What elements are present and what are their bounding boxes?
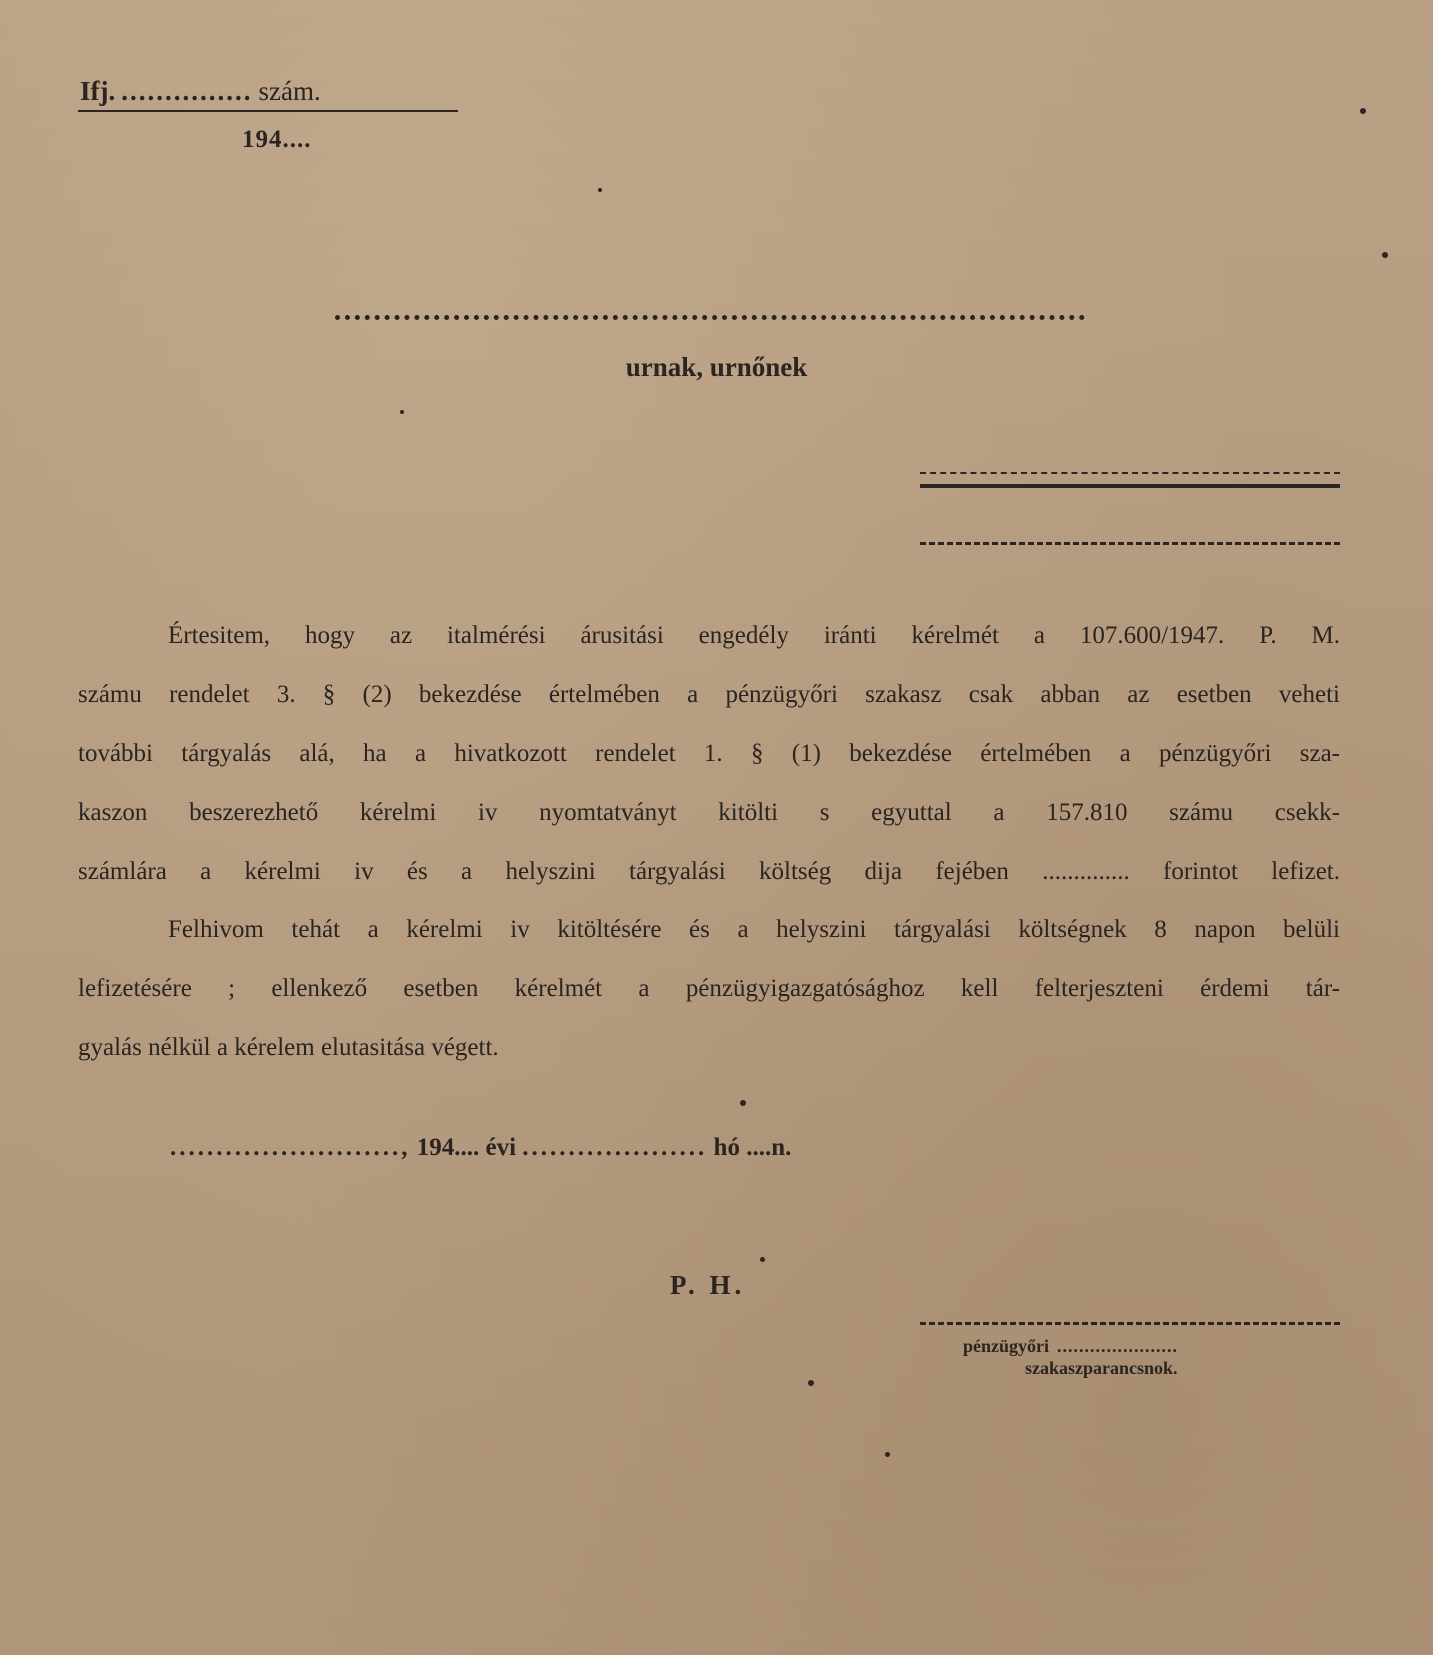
paragraph-line: lefizetésére ; ellenkező esetben kérelmét a pénzügyigazgatósághoz kell felterjeszteni érdemi tár- bbox=[78, 975, 1340, 1002]
header-rule bbox=[78, 110, 458, 112]
paper-speck bbox=[740, 1100, 746, 1106]
date-line bbox=[170, 1135, 791, 1160]
paragraph-line: gyalás nélkül a kérelem elutasitása végett. bbox=[78, 1034, 499, 1061]
paper-speck bbox=[598, 188, 602, 192]
paper-speck bbox=[1382, 252, 1388, 258]
paragraph-line: számu rendelet 3. § (2) bekezdése értelmében a pénzügyőri szakasz csak abban az esetben veheti bbox=[78, 681, 1340, 708]
notice-paragraph-1 bbox=[78, 616, 1340, 911]
paragraph-line: további tárgyalás alá, ha a hivatkozott rendelet 1. § (1) bekezdése értelmében a pénzügyőri sza- bbox=[78, 740, 1340, 767]
notice-paragraph-2 bbox=[78, 910, 1340, 1087]
paper-speck bbox=[1360, 108, 1366, 114]
paper-speck bbox=[760, 1257, 765, 1262]
date-ho: hó bbox=[713, 1134, 740, 1161]
paper-speck bbox=[400, 410, 404, 414]
signature-title-line-2: szakaszparancsnok. bbox=[1025, 1358, 1178, 1378]
header-year: 194.... bbox=[242, 126, 312, 153]
address-solid-rule bbox=[920, 484, 1340, 488]
paragraph-line: Felhivom tehát a kérelmi iv kitöltésére és a helyszini tárgyalási költségnek 8 napon belüli bbox=[168, 916, 1340, 943]
addressee-label-text: urnak, urnőnek bbox=[625, 352, 808, 382]
address-blank-line-1 bbox=[920, 472, 1340, 474]
signature-line bbox=[920, 1322, 1340, 1325]
day-blank: ....n. bbox=[746, 1134, 792, 1161]
stamp-placeholder: P. H. bbox=[670, 1270, 746, 1300]
signature-title-line-1 bbox=[963, 1337, 1178, 1355]
reference-suffix: szám. bbox=[258, 76, 321, 106]
reference-number-line bbox=[80, 78, 321, 105]
date-evi: évi bbox=[485, 1134, 517, 1161]
signature-title-label: pénzügyőri bbox=[963, 1336, 1050, 1356]
place-blank: ........................., bbox=[170, 1134, 411, 1161]
reference-number-blank: ............... bbox=[121, 76, 253, 106]
paragraph-line: Értesitem, hogy az italmérési árusitási engedély iránti kérelmét a 107.600/1947. P. M. bbox=[168, 622, 1340, 649]
paper-speck bbox=[808, 1380, 814, 1386]
paragraph-line: számlára a kérelmi iv és a helyszini tárgyalási költség dija fejében .............. forintot lefizet. bbox=[78, 858, 1340, 885]
date-year: 194.... bbox=[416, 1134, 480, 1161]
paragraph-line: kaszon beszerezhető kérelmi iv nyomtatványt kitölti s egyuttal a 157.810 számu csekk- bbox=[78, 799, 1340, 826]
signature-title-blank: ...................... bbox=[1057, 1336, 1179, 1356]
month-blank: .................... bbox=[522, 1134, 708, 1161]
paper-speck bbox=[885, 1452, 890, 1457]
addressee-label bbox=[0, 354, 1433, 381]
addressee-name-blank bbox=[335, 315, 1085, 320]
address-blank-line-2 bbox=[920, 542, 1340, 545]
reference-prefix: Ifj. bbox=[80, 76, 116, 106]
